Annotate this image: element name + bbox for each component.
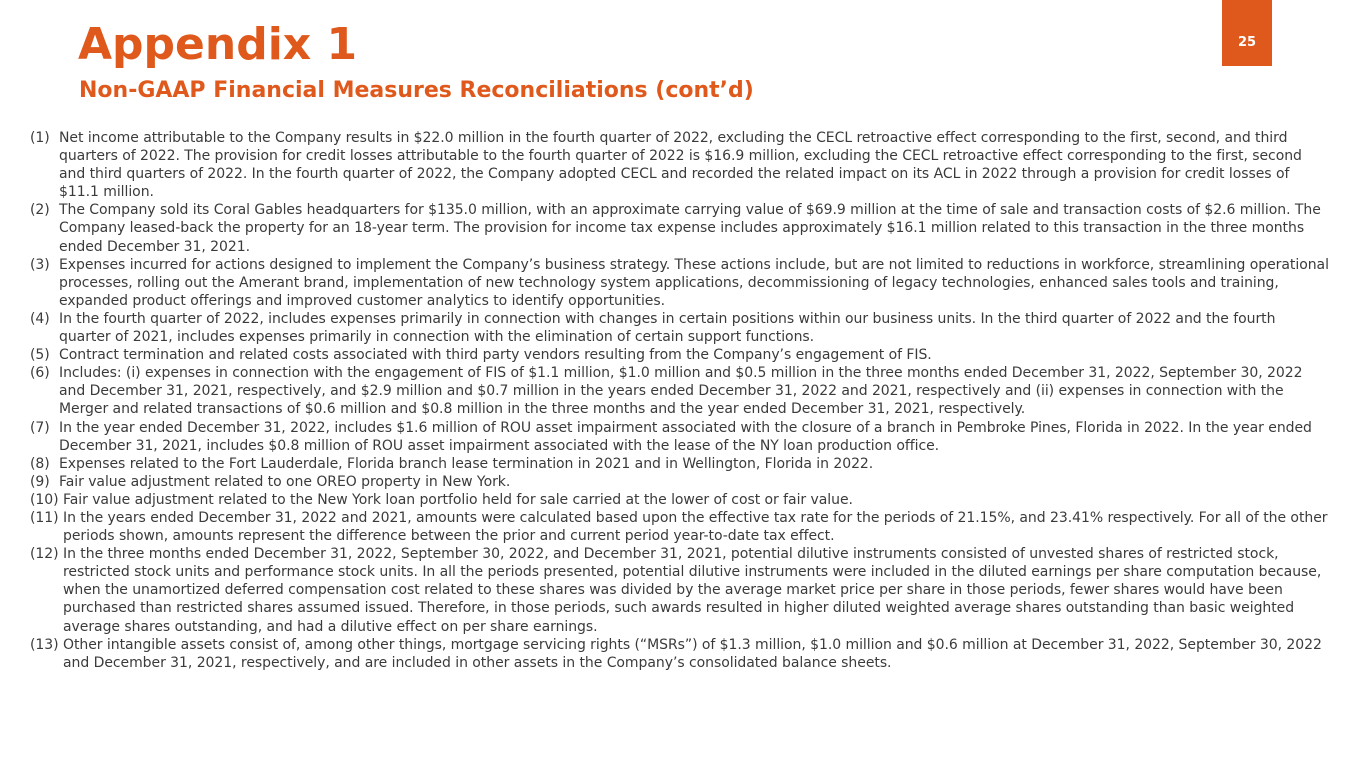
footnote-text: Net income attributable to the Company results in $22.0 million in the fourth quarter of 2022, excluding the CECL retroactive effect corresponding to the first, second, and third quarters of 2022. The provision for credit losses attributable to the fourth quarter of 2022 is $16.9 million, excluding the CECL retroactive effect corresponding to the first, second and third quarters of 2022. In the fourth quarter of 2022, the Company adopted CECL and recorded the related impact on its ACL in 2022 through a provision for credit losses of $11.1 million. [59, 130, 1302, 201]
footnote-7 [30, 419, 1330, 455]
footnote-9 [30, 473, 1330, 491]
footnote-text: Includes: (i) expenses in connection with the engagement of FIS of $1.1 million, $1.0 million and $0.5 million in the three months ended December 31, 2022, September 30, 2022 and December 31, 2021, respectively, and $2.9 million and $0.7 million in the years ended December 31, 2022 and 2021, respectively and (ii) expenses in connection with the Merger and related transactions of $0.6 million and $0.8 million in the three months and the year ended December 31, 2021, respectively. [59, 365, 1303, 418]
slide-title: Appendix 1 [78, 19, 358, 70]
footnote-13 [30, 636, 1330, 672]
footnote-number: (3) [30, 256, 50, 273]
footnote-number: (4) [30, 310, 50, 327]
footnote-6 [30, 364, 1330, 418]
footnote-number: (10) [30, 491, 59, 508]
footnote-text: Expenses incurred for actions designed to implement the Company’s business strategy. These actions include, but are not limited to reductions in workforce, streamlining operational processes, rolling out the Amerant brand, implementation of new technology system applications, decommissioning of legacy technologies, enhanced sales tools and training, expanded product offerings and improved customer analytics to identify opportunities. [59, 256, 1329, 309]
footnote-5 [30, 346, 1330, 364]
footnote-12 [30, 545, 1330, 635]
footnote-text: In the fourth quarter of 2022, includes expenses primarily in connection with changes in certain positions within our business units. In the third quarter of 2022 and the fourth quarter of 2021, includes expenses primarily in connection with the elimination of certain support functions. [59, 310, 1276, 346]
footnotes-list [30, 129, 1330, 672]
footnote-number: (7) [30, 419, 50, 436]
footnote-4 [30, 310, 1330, 346]
footnote-number: (6) [30, 365, 50, 382]
footnote-text: Fair value adjustment related to one OREO property in New York. [59, 473, 511, 490]
footnote-number: (13) [30, 636, 59, 653]
footnote-3 [30, 256, 1330, 310]
footnote-1 [30, 129, 1330, 201]
footnote-number: (11) [30, 509, 59, 526]
footnote-text: Contract termination and related costs associated with third party vendors resulting from the Company’s engagement of FIS. [59, 347, 932, 364]
footnote-number: (2) [30, 202, 50, 219]
footnote-number: (9) [30, 473, 50, 490]
footnote-text: In the year ended December 31, 2022, includes $1.6 million of ROU asset impairment associated with the closure of a branch in Pembroke Pines, Florida in 2022. In the year ended December 31, 2021, includes $0.8 million of ROU asset impairment associated with the lease of the NY loan production office. [59, 419, 1312, 454]
footnote-number: (8) [30, 455, 50, 472]
page-number-badge: 25 [1222, 0, 1272, 66]
footnote-11 [30, 509, 1330, 545]
footnote-text: Fair value adjustment related to the New York loan portfolio held for sale carried at the lower of cost or fair value. [63, 491, 853, 508]
footnote-text: Other intangible assets consist of, among other things, mortgage servicing rights (“MSRs”) of $1.3 million, $1.0 million and $0.6 million at December 31, 2022, September 30, 2022 and December 31, 2021, respectively, and are included in other assets in the Company’s consolidated balance sheets. [63, 636, 1322, 671]
footnote-text: In the years ended December 31, 2022 and 2021, amounts were calculated based upon the effective tax rate for the periods of 21.15%, and 23.41% respectively. For all of the other periods shown, amounts represent the difference between the prior and current period year-to-date tax effect. [63, 509, 1328, 545]
footnote-text: In the three months ended December 31, 2022, September 30, 2022, and December 31, 2021, potential dilutive instruments consisted of unvested shares of restricted stock, restricted stock units and performance stock units. In all the periods presented, potential dilutive instruments were included in the diluted earnings per share computation because, when the unamortized deferred compensation cost related to these shares was divided by the average market price per share in those periods, fewer shares would have been purchased than restricted shares assumed issued. Therefore, in those periods, such awards resulted in higher diluted weighted average shares outstanding than basic weighted average shares outstanding, and had a dilutive effect on per share earnings. [63, 546, 1322, 635]
footnote-number: (12) [30, 546, 59, 563]
footnote-2 [30, 201, 1330, 255]
footnote-text: The Company sold its Coral Gables headquarters for $135.0 million, with an approximate carrying value of $69.9 million at the time of sale and transaction costs of $2.6 million. The Company leased-back the property for an 18-year term. The provision for income tax expense includes approximately $16.1 million related to this transaction in the three months ended December 31, 2021. [59, 202, 1321, 255]
footnote-text: Expenses related to the Fort Lauderdale, Florida branch lease termination in 2021 and in Wellington, Florida in 2022. [59, 455, 874, 472]
footnote-10 [30, 491, 1330, 509]
slide-subtitle: Non-GAAP Financial Measures Reconciliations (cont’d) [79, 78, 754, 103]
footnote-number: (5) [30, 347, 50, 364]
footnote-8 [30, 455, 1330, 473]
footnote-number: (1) [30, 130, 50, 146]
